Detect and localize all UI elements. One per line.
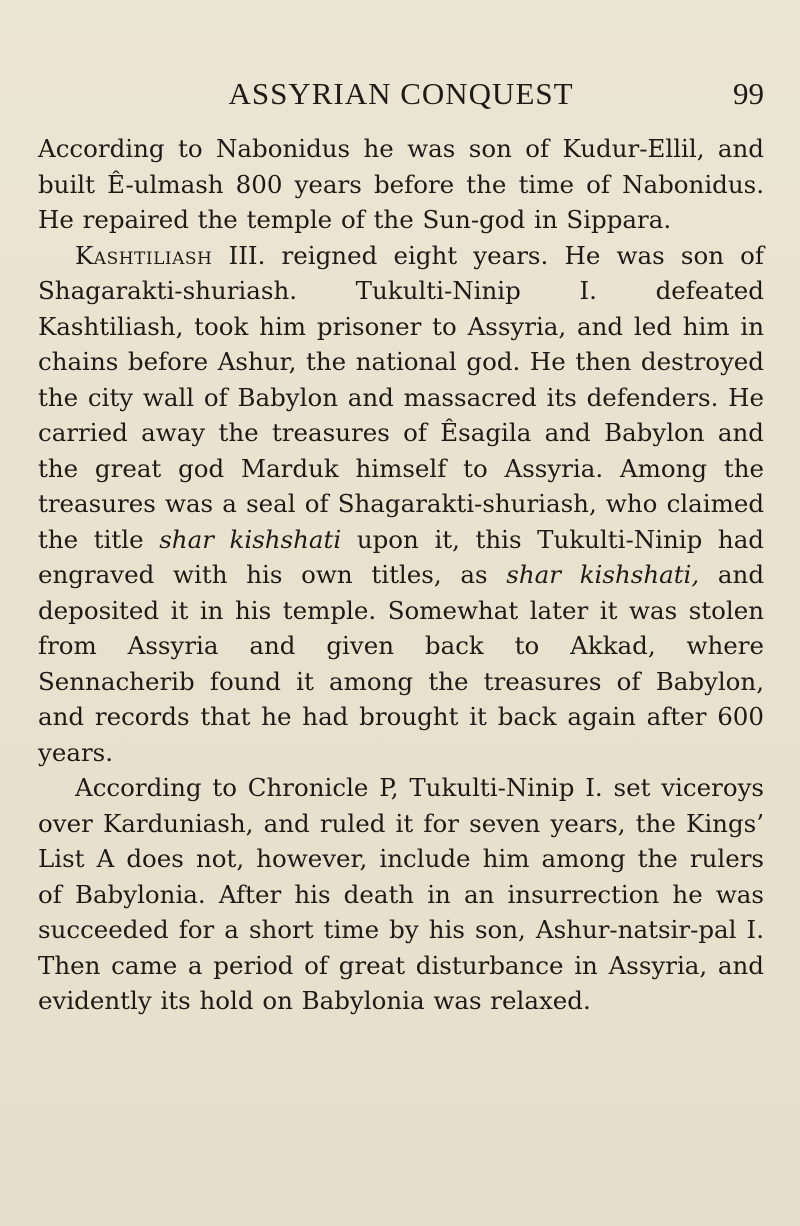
paragraph-2-text-a: III. reigned eight years. He was son of Shagarakti-shuriash. Tukulti-Ninip I. defeated Kashtiliash, took him prisoner to Assyria, and led him in chains before Ashur, the national god. He then destroyed the city wall of Babylon and massacred its defenders. He carried away the treasures of Êsagila and Babylon and the great god Marduk himself to Assyria. Among the treasures was a seal of Shagarakti-shuriash, who claimed the title bbox=[38, 240, 764, 554]
running-title: ASSYRIAN CONQUEST bbox=[228, 76, 574, 111]
paragraph-2-lead-name: Kashtiliash bbox=[75, 240, 213, 270]
paragraph-3 bbox=[38, 770, 764, 1019]
paragraph-3-text: According to Chronicle P, Tukulti-Ninip I. set viceroys over Karduniash, and ruled it for seven years, the Kings’ List A does not, however, include him among the rulers of Babylonia. After his death in an insurrection he was succeeded for a short time by his son, Ashur-natsir-pal I. Then came a period of great disturbance in Assyria, and evidently its hold on Babylonia was relaxed. bbox=[38, 773, 764, 1015]
page-header bbox=[38, 76, 764, 116]
page-number: 99 bbox=[733, 76, 764, 111]
paragraph-2-text-c: and deposited it in his temple. Somewhat later it was stolen from Assyria and given back to Akkad, where Sennacherib found it among the treasures of Babylon, and records that he had brought it back again after 600 years. bbox=[38, 560, 765, 767]
paragraph-2 bbox=[38, 238, 764, 771]
paragraph-1 bbox=[38, 131, 764, 238]
paragraph-1-text: According to Nabonidus he was son of Kudur-Ellil, and built Ê-ulmash 800 years before the time of Nabonidus. He repaired the temple of the Sun-god in Sippara. bbox=[38, 134, 764, 234]
paragraph-2-italic-b: shar kishshati, bbox=[506, 560, 700, 589]
paragraph-2-text-b: upon it, this Tukulti-Ninip had engraved with his own titles, as bbox=[38, 524, 764, 589]
paragraph-2-italic-a: shar kishshati bbox=[159, 524, 342, 554]
body-text bbox=[38, 131, 764, 1019]
